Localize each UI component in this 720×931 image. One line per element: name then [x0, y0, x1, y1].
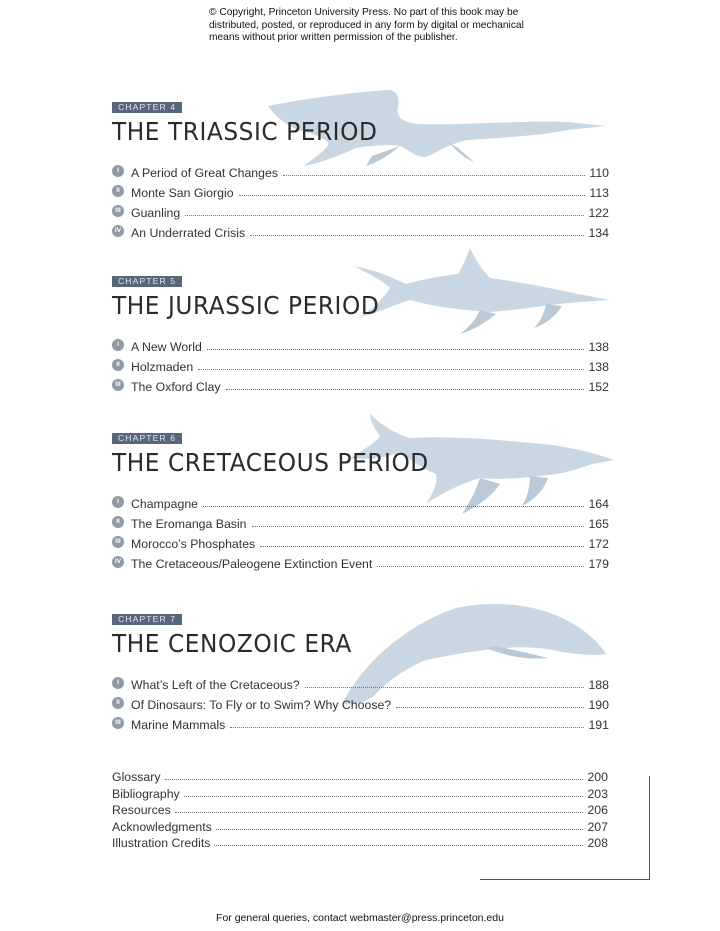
- toc-entry[interactable]: [112, 783, 608, 801]
- chapter-title: THE CRETACEOUS PERIOD: [112, 448, 429, 477]
- chapter-label: CHAPTER 7: [112, 614, 182, 625]
- section-number-badge: III: [112, 717, 124, 729]
- footer-contact: For general queries, contact webmaster@press.princeton.edu: [216, 912, 504, 924]
- page-number: 203: [587, 786, 608, 801]
- section-number-badge: IV: [112, 225, 124, 237]
- toc-entry[interactable]: [112, 553, 609, 571]
- entry-title: Champagne: [131, 497, 198, 511]
- dot-leader: [230, 727, 584, 728]
- chapter-title: THE JURASSIC PERIOD: [112, 291, 380, 320]
- dot-leader: [198, 369, 584, 370]
- page-number: 191: [588, 718, 609, 732]
- page-number: 110: [589, 166, 609, 180]
- entry-title: Marine Mammals: [131, 718, 226, 732]
- page-number: 207: [587, 819, 608, 834]
- toc-entry[interactable]: [112, 674, 609, 692]
- entry-title: Glossary: [112, 770, 161, 784]
- toc-entry[interactable]: [112, 202, 609, 220]
- toc-entry[interactable]: [112, 513, 609, 531]
- entry-title: Holzmaden: [131, 360, 194, 374]
- section-number-badge: I: [112, 496, 124, 508]
- section-number-badge: II: [112, 185, 124, 197]
- entry-title: The Oxford Clay: [131, 380, 221, 394]
- dot-leader: [185, 215, 584, 216]
- chapter-4: [112, 102, 612, 242]
- frame-line-vertical: [649, 776, 650, 880]
- section-number-badge: III: [112, 536, 124, 548]
- toc-entry[interactable]: [112, 182, 609, 200]
- chapter-label: CHAPTER 6: [112, 433, 182, 444]
- chapter-7: [112, 614, 612, 734]
- dot-leader: [260, 546, 584, 547]
- entry-title: The Eromanga Basin: [131, 517, 247, 531]
- toc-entry[interactable]: [112, 356, 609, 374]
- dot-leader: [203, 506, 584, 507]
- entry-title: An Underrated Crisis: [131, 226, 246, 240]
- toc-entry[interactable]: [112, 222, 609, 240]
- page-number: 122: [588, 206, 609, 220]
- chapter-title: THE TRIASSIC PERIOD: [112, 117, 378, 146]
- section-number-badge: I: [112, 165, 124, 177]
- entry-title: Of Dinosaurs: To Fly or to Swim? Why Choose?: [131, 698, 392, 712]
- dot-leader: [252, 526, 585, 527]
- page-number: 138: [588, 340, 609, 354]
- entry-title: Resources: [112, 803, 171, 817]
- toc-entry[interactable]: [112, 816, 608, 834]
- dot-leader: [175, 812, 584, 813]
- chapter-label: CHAPTER 5: [112, 276, 182, 287]
- section-number-badge: III: [112, 379, 124, 391]
- entry-title: What’s Left of the Cretaceous?: [131, 678, 300, 692]
- section-number-badge: I: [112, 677, 124, 689]
- entry-title: Bibliography: [112, 786, 180, 801]
- page-number: 190: [588, 698, 609, 712]
- section-number-badge: I: [112, 339, 124, 351]
- page-number: 138: [588, 360, 609, 374]
- page-number: 152: [588, 380, 609, 394]
- dot-leader: [216, 829, 584, 830]
- entry-title: A New World: [131, 340, 202, 354]
- section-number-badge: III: [112, 205, 124, 217]
- dot-leader: [396, 707, 584, 708]
- toc-entry[interactable]: [112, 694, 609, 712]
- toc-entry[interactable]: [112, 493, 609, 511]
- toc-entry[interactable]: [112, 336, 609, 354]
- copyright-notice: © Copyright, Princeton University Press. No part of this book may be distributed, posted, or reproduced in any form by digital or mechanical means without prior written permission of the publisher.: [209, 7, 524, 43]
- dot-leader: [226, 389, 585, 390]
- dot-leader: [214, 845, 583, 846]
- page-number: 113: [589, 186, 609, 200]
- dot-leader: [377, 566, 584, 567]
- toc-entry[interactable]: [112, 376, 609, 394]
- chapter-5: [112, 276, 612, 396]
- chapter-label: CHAPTER 4: [112, 102, 182, 113]
- page-number: 200: [587, 770, 608, 784]
- toc-entry[interactable]: [112, 799, 608, 817]
- dot-leader: [165, 779, 584, 780]
- toc-entry[interactable]: [112, 533, 609, 551]
- page-number: 206: [587, 803, 608, 817]
- dot-leader: [184, 796, 584, 797]
- chapter-title: THE CENOZOIC ERA: [112, 629, 352, 658]
- dot-leader: [239, 195, 586, 196]
- section-number-badge: II: [112, 516, 124, 528]
- dot-leader: [207, 349, 585, 350]
- dot-leader: [250, 235, 584, 236]
- entry-title: Illustration Credits: [112, 836, 211, 850]
- dot-leader: [305, 687, 585, 688]
- section-number-badge: II: [112, 359, 124, 371]
- page-number: 164: [588, 497, 609, 511]
- page-number: 179: [588, 557, 609, 571]
- frame-line-horizontal: [480, 879, 650, 880]
- entry-title: Monte San Giorgio: [131, 186, 234, 200]
- page-number: 188: [588, 678, 609, 692]
- entry-title: Guanling: [131, 206, 181, 220]
- page-number: 172: [588, 537, 609, 551]
- toc-entry[interactable]: [112, 766, 608, 784]
- toc-entry[interactable]: [112, 162, 609, 180]
- entry-title: A Period of Great Changes: [131, 166, 278, 180]
- section-number-badge: II: [112, 697, 124, 709]
- entry-title: Acknowledgments: [112, 819, 212, 834]
- toc-entry[interactable]: [112, 714, 609, 732]
- entry-title: Morocco’s Phosphates: [131, 537, 256, 551]
- page-number: 165: [588, 517, 609, 531]
- dot-leader: [283, 175, 585, 176]
- page-number: 134: [588, 226, 609, 240]
- toc-entry[interactable]: [112, 832, 608, 850]
- entry-title: The Cretaceous/Paleogene Extinction Event: [131, 557, 373, 571]
- chapter-6: [112, 433, 612, 573]
- section-number-badge: IV: [112, 556, 124, 568]
- page-number: 208: [587, 836, 608, 850]
